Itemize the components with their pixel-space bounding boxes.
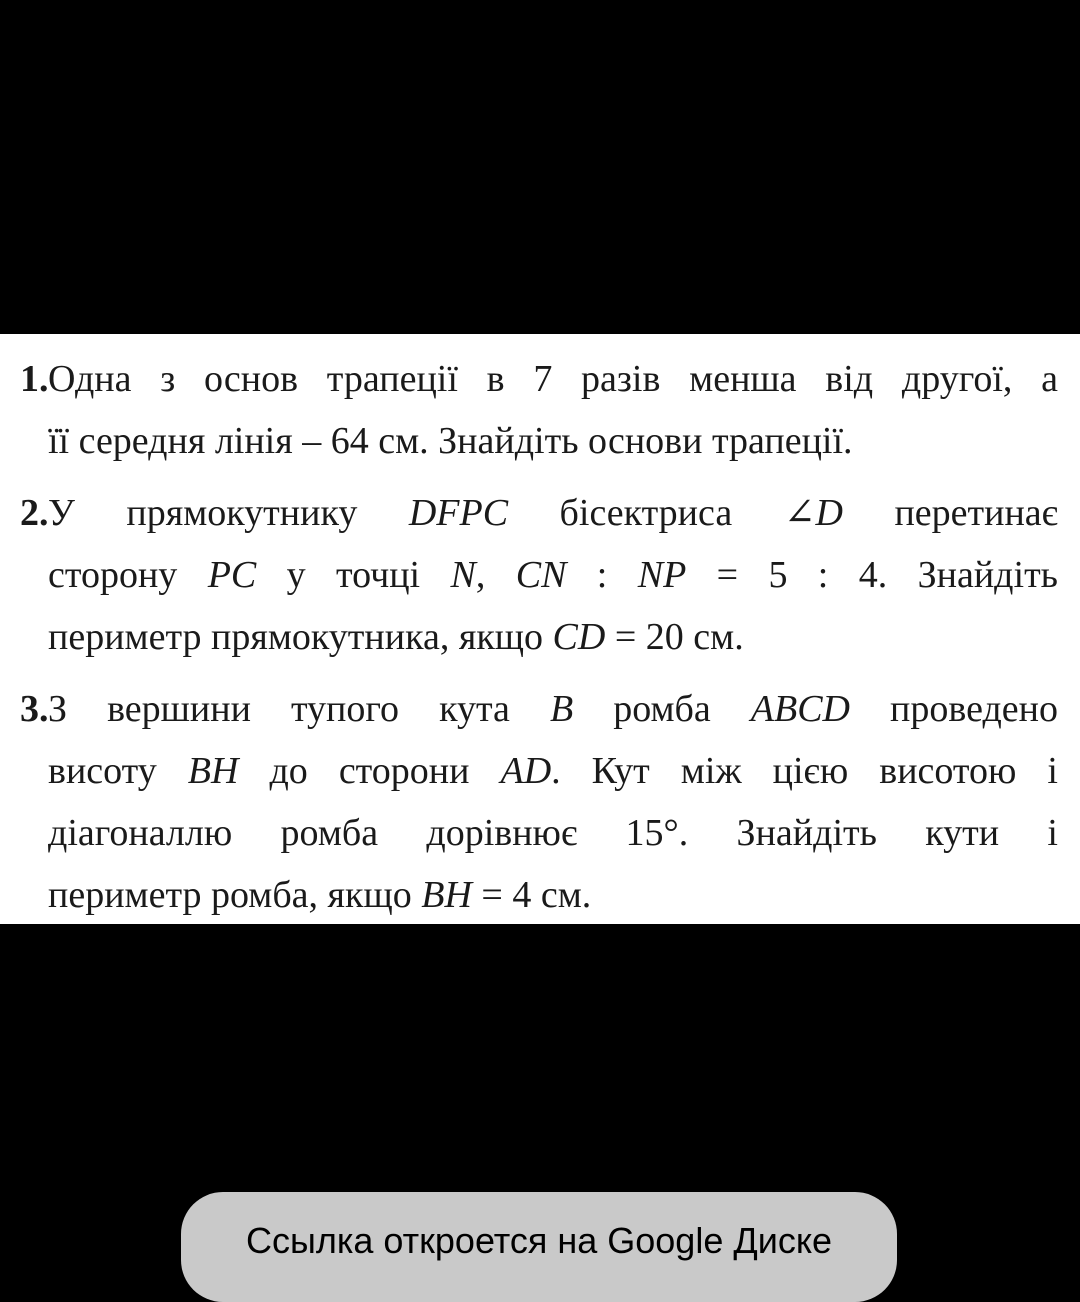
math-variable: B: [549, 688, 574, 730]
problem-text: бісектриса: [508, 492, 784, 534]
problem-3: [20, 678, 1058, 926]
problem-text: периметр ромба, якщо: [48, 874, 422, 916]
google-drive-toast[interactable]: [181, 1192, 897, 1302]
problem-3-line-3: діагоналлю ромба дорівнює 15°. Знайдіть кути і: [48, 812, 1058, 854]
math-variable: ∠D: [783, 492, 843, 534]
problem-number: 2.: [20, 492, 49, 534]
problem-text: = 4 см.: [471, 874, 592, 916]
math-variable: N: [450, 554, 476, 596]
problem-text: . Кут між цією висотою і: [551, 750, 1058, 792]
problem-2-line-1: [48, 482, 1058, 544]
problem-text: ,: [475, 554, 516, 596]
problem-text: = 20 см.: [605, 616, 744, 658]
problem-1: [20, 348, 1058, 472]
problem-text: висоту: [48, 750, 188, 792]
problem-3-line-2: [48, 740, 1058, 802]
problem-text: сторону: [48, 554, 208, 596]
math-variable: CD: [552, 616, 606, 658]
toast-text: Ссылка откроется на Google Диске: [245, 1220, 833, 1261]
problem-text: У прямокутнику: [48, 492, 409, 534]
math-variable: PC: [207, 554, 257, 596]
problem-text: периметр прямокутника, якщо: [48, 616, 553, 658]
math-variable: CN: [515, 554, 567, 596]
problem-text: у точці: [256, 554, 451, 596]
problem-text: до сторони: [238, 750, 501, 792]
problem-text: перетинає: [842, 492, 1058, 534]
problem-text: :: [566, 554, 638, 596]
problem-3-line-4: [48, 864, 1058, 926]
problem-2-line-3: [48, 606, 1058, 668]
problem-text: ромба: [573, 688, 751, 730]
problem-photo: [0, 334, 1080, 924]
math-variable: NP: [637, 554, 687, 596]
problem-3-line-1: [48, 678, 1058, 740]
problem-number: 1.: [20, 358, 49, 400]
problem-text: = 5 : 4. Знайдіть: [686, 554, 1059, 596]
problem-1-line-2: її середня лінія – 64 см. Знайдіть основи трапеції.: [48, 420, 853, 462]
problem-number: 3.: [20, 688, 49, 730]
problem-1-line-1: Одна з основ трапеції в 7 разів менша від другої, а: [48, 358, 1058, 400]
problem-text: З вершини тупого кута: [48, 688, 550, 730]
math-variable: BH: [421, 874, 472, 916]
problem-2: [20, 482, 1058, 668]
math-variable: ABCD: [750, 688, 850, 730]
problem-2-line-2: [48, 544, 1058, 606]
math-variable: DFPC: [408, 492, 509, 534]
math-variable: BH: [187, 750, 239, 792]
problem-text: проведено: [850, 688, 1058, 730]
math-variable: AD: [500, 750, 552, 792]
